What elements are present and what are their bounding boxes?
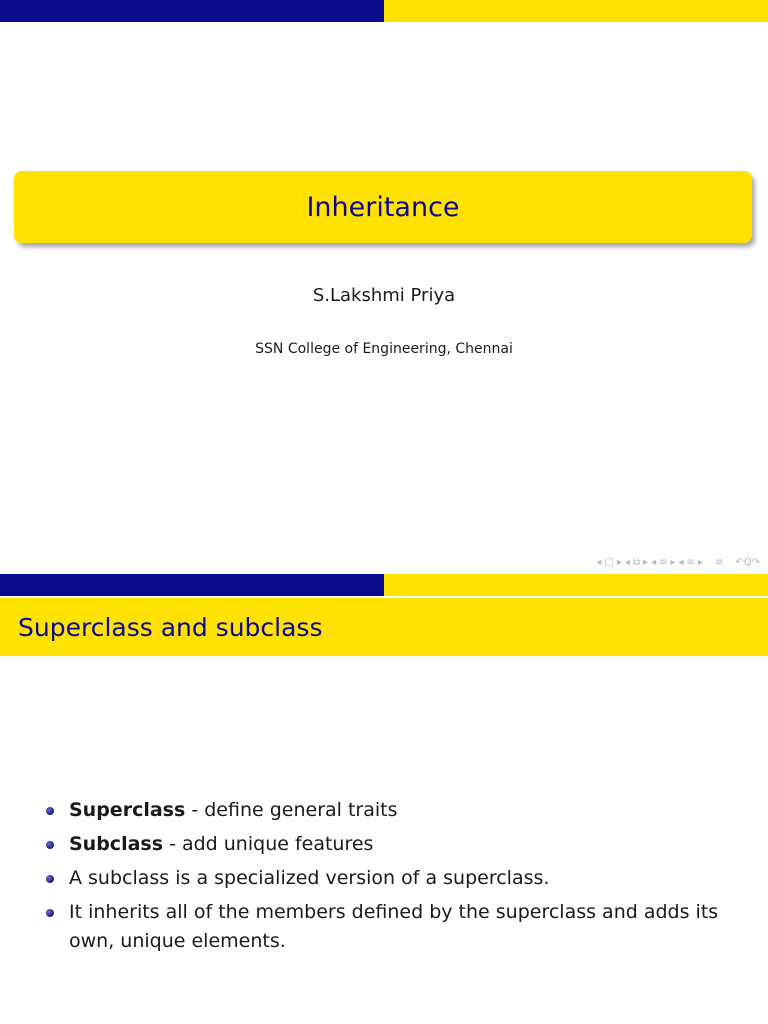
title-box bbox=[14, 171, 752, 243]
nav-section-icon[interactable]: ≡ bbox=[659, 557, 668, 568]
bullet-term: Subclass bbox=[69, 833, 164, 855]
nav-search-icon[interactable]: ↶Q↷ bbox=[735, 557, 760, 568]
bullet-list bbox=[44, 796, 734, 961]
author-name: S.Lakshmi Priya bbox=[312, 285, 456, 306]
bullet-text: It inherits all of the members defined by the superclass and adds its own, unique elements. bbox=[69, 901, 719, 952]
nav-frame-icon[interactable]: ⧉ bbox=[632, 557, 641, 568]
nav-slide-icon[interactable]: □ bbox=[604, 557, 614, 568]
nav-next-section-icon[interactable]: ▸ bbox=[670, 557, 676, 568]
bullet-icon bbox=[46, 807, 54, 815]
content-slide bbox=[0, 574, 768, 1024]
nav-prev-slide-icon[interactable]: ◂ bbox=[596, 557, 602, 568]
nav-document-icon[interactable]: ≡ bbox=[714, 557, 724, 568]
nav-prev-subsection-icon[interactable]: ◂ bbox=[678, 557, 684, 568]
header-bar-blue bbox=[0, 0, 384, 22]
navigation-bar bbox=[596, 554, 760, 572]
list-item bbox=[44, 864, 734, 893]
bullet-icon bbox=[46, 841, 54, 849]
bullet-icon bbox=[46, 875, 54, 883]
header-bar-blue bbox=[0, 574, 384, 596]
institute-name: SSN College of Engineering, Chennai bbox=[255, 341, 513, 357]
nav-next-frame-icon[interactable]: ▸ bbox=[643, 557, 649, 568]
list-item bbox=[44, 830, 734, 859]
header-color-bar bbox=[0, 0, 768, 22]
bullet-icon bbox=[46, 909, 54, 917]
nav-prev-frame-icon[interactable]: ◂ bbox=[624, 557, 630, 568]
presentation-title: Inheritance bbox=[306, 191, 460, 223]
list-item bbox=[44, 796, 734, 825]
bullet-text: - add unique features bbox=[163, 833, 374, 855]
nav-subsection-icon[interactable]: ≡ bbox=[686, 557, 695, 568]
bullet-text: A subclass is a specialized version of a superclass. bbox=[69, 867, 550, 889]
bullet-term: Superclass bbox=[69, 799, 186, 821]
header-bar-yellow bbox=[384, 574, 768, 596]
nav-prev-section-icon[interactable]: ◂ bbox=[651, 557, 657, 568]
frame-title: Superclass and subclass bbox=[18, 612, 323, 642]
frame-title-bar bbox=[0, 598, 768, 656]
nav-next-subsection-icon[interactable]: ▸ bbox=[697, 557, 703, 568]
header-bar-yellow bbox=[384, 0, 768, 22]
nav-next-slide-icon[interactable]: ▸ bbox=[616, 557, 622, 568]
header-color-bar bbox=[0, 574, 768, 596]
list-item bbox=[44, 898, 734, 956]
bullet-text: - define general traits bbox=[185, 799, 398, 821]
